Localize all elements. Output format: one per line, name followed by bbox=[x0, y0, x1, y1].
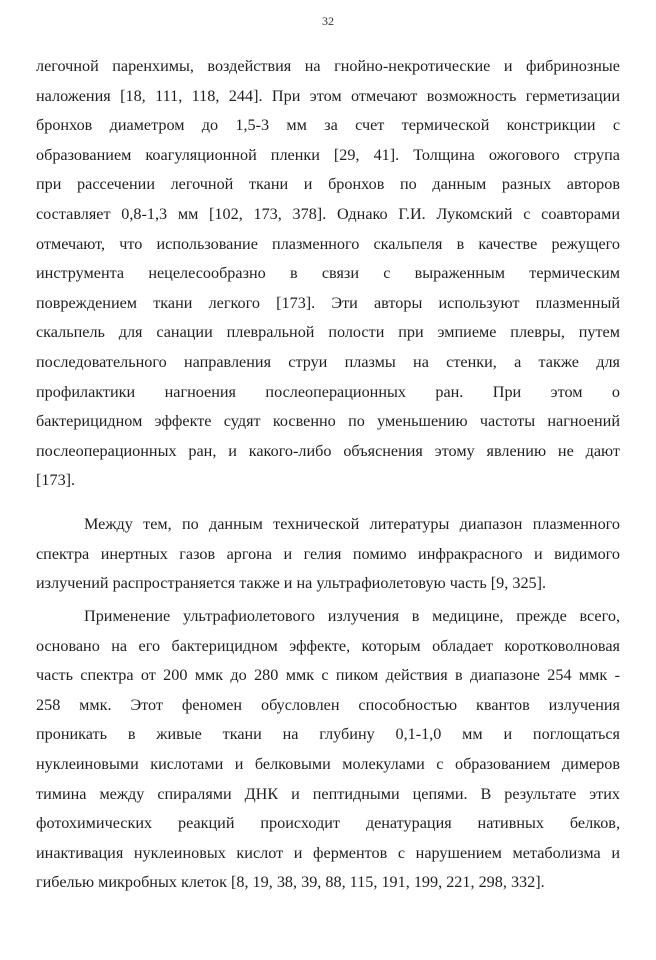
text-line: излучений распространяется также и на ультрафиолетовую часть [9, 325]. bbox=[36, 574, 547, 593]
paragraph-plasma-scalpel bbox=[36, 52, 620, 496]
text-line: бронхов диаметром до 1,5-3 мм за счет термической констрикции с bbox=[36, 116, 620, 135]
text-line: проникать в живые ткани на глубину 0,1-1,0 мм и поглощаться bbox=[36, 725, 620, 744]
text-line: фотохимических реакций происходит денатурация нативных белков, bbox=[36, 814, 620, 833]
text-line: бактерицидном эффекте судят косвенно по уменьшению частоты нагноений bbox=[36, 412, 620, 431]
text-line: 258 ммк. Этот феномен обусловлен способностью квантов излучения bbox=[36, 695, 620, 714]
text-line: тимина между спиралями ДНК и пептидными цепями. В результате этих bbox=[36, 784, 620, 803]
text-line: [173]. bbox=[36, 471, 76, 490]
text-line: при рассечении легочной ткани и бронхов по данным разных авторов bbox=[36, 175, 620, 194]
text-line: скальпель для санации плевральной полости при эмпиеме плевры, путем bbox=[36, 323, 620, 342]
text-line: профилактики нагноения послеоперационных ран. При этом о bbox=[36, 382, 620, 401]
text-line: повреждением ткани легкого [173]. Эти авторы используют плазменный bbox=[36, 293, 620, 312]
text-line: отмечают, что использование плазменного скальпеля в качестве режущего bbox=[36, 234, 620, 253]
text-line: основано на его бактерицидном эффекте, которым обладает коротковолновая bbox=[36, 636, 620, 655]
text-line: инактивация нуклеиновых кислот и ферментов с нарушением метаболизма и bbox=[36, 843, 620, 862]
text-line: наложения [18, 111, 118, 244]. При этом отмечают возможность герметизации bbox=[36, 86, 620, 105]
text-line: часть спектра от 200 ммк до 280 ммк с пиком действия в диапазоне 254 ммк - bbox=[36, 666, 620, 685]
paragraph-plasma-spectrum bbox=[36, 510, 620, 599]
text-line: Применение ультрафиолетового излучения в медицине, прежде всего, bbox=[84, 607, 620, 625]
text-line: составляет 0,8-1,3 мм [102, 173, 378]. Однако Г.И. Лукомский с соавторами bbox=[36, 204, 620, 223]
text-line: нуклеиновыми кислотами и белковыми молекулами с образованием димеров bbox=[36, 754, 620, 773]
text-line: последовательного направления струи плазмы на стенки, а также для bbox=[36, 352, 620, 371]
text-line: Между тем, по данным технической литературы диапазон плазменного bbox=[84, 515, 620, 533]
text-line: гибелью микробных клеток [8, 19, 38, 39, 88, 115, 191, 199, 221, 298, 332]. bbox=[36, 873, 545, 892]
page-number: 32 bbox=[322, 14, 334, 28]
paragraph-uv-radiation bbox=[36, 602, 620, 898]
text-line: послеоперационных ран, и какого-либо объяснения этому явлению не дают bbox=[36, 441, 620, 460]
text-line: образованием коагуляционной пленки [29, 41]. Толщина ожогового струпа bbox=[36, 145, 620, 164]
text-line: легочной паренхимы, воздействия на гнойно-некротические и фибринозные bbox=[36, 57, 620, 75]
text-line: инструмента нецелесообразно в связи с выраженным термическим bbox=[36, 264, 620, 283]
text-line: спектра инертных газов аргона и гелия помимо инфракрасного и видимого bbox=[36, 544, 620, 563]
